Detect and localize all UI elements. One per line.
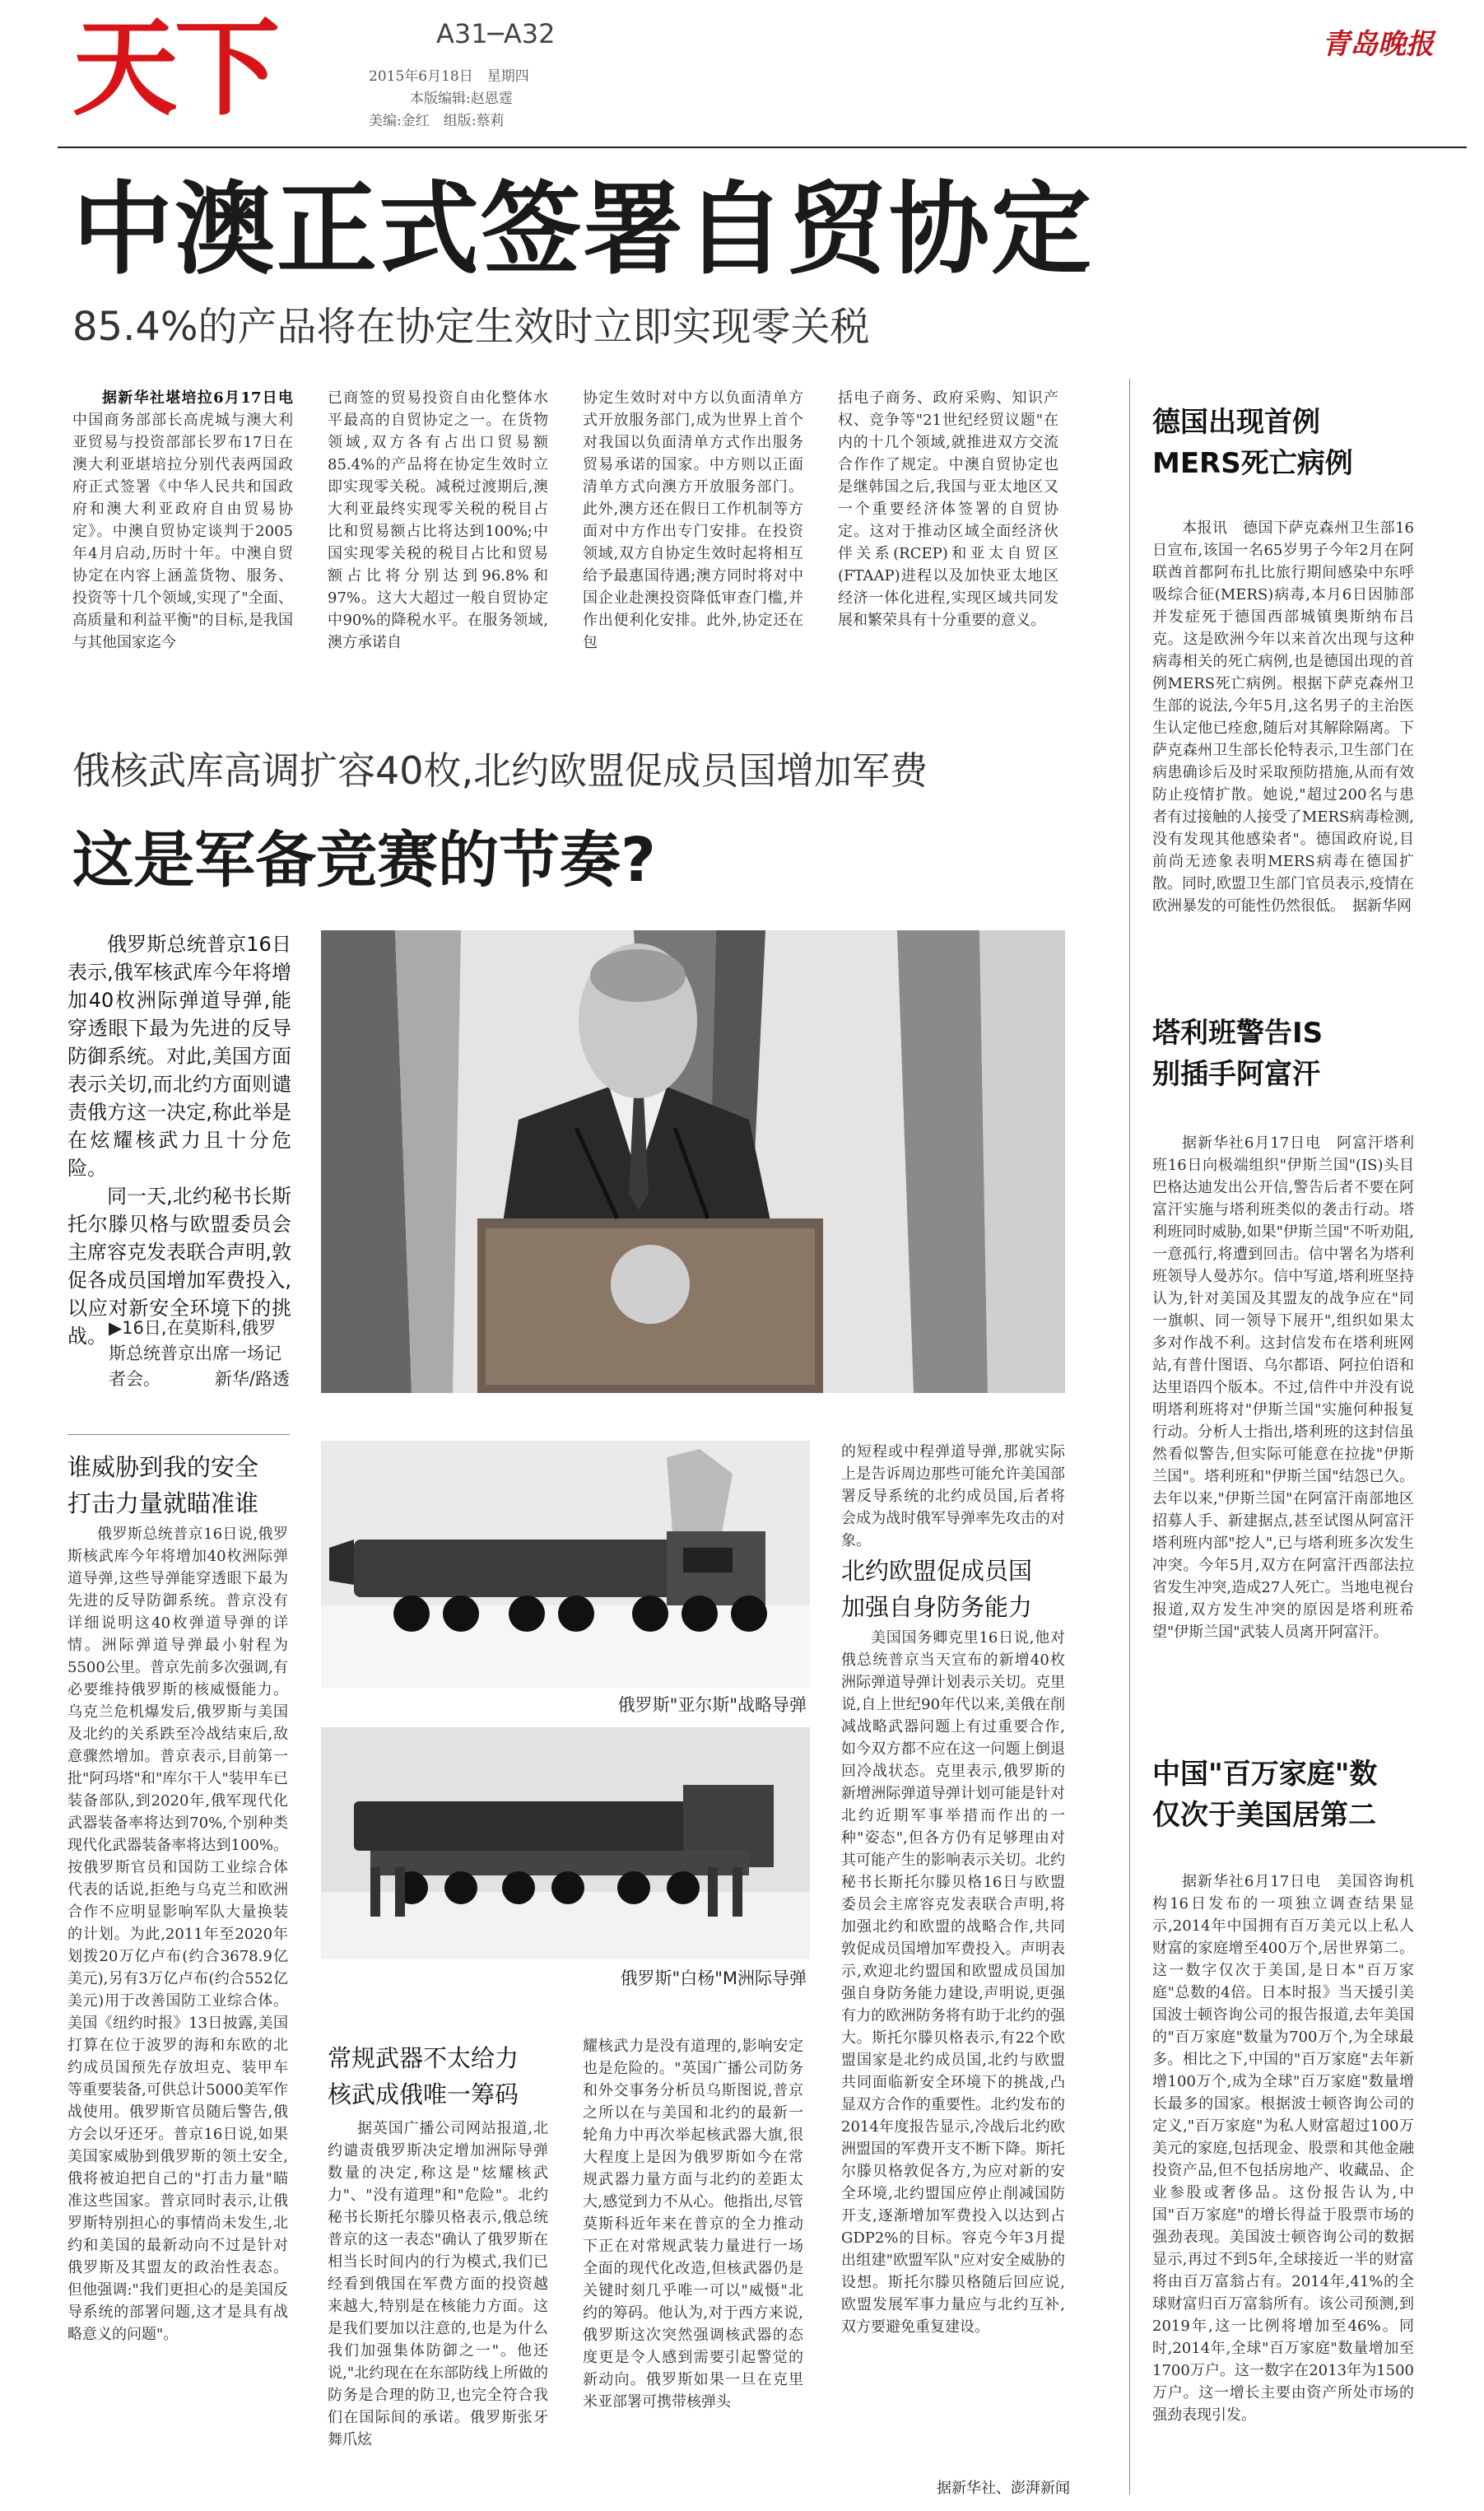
section-title: 天下: [72, 7, 277, 130]
sub2-heading: 北约欧盟促成员国 加强自身防务能力: [841, 1557, 1033, 1621]
putin-photo: [321, 930, 1065, 1393]
sidebar-mers-text: 本报讯 德国下萨克森州卫生部16日宣布,该国一名65岁男子今年2月在阿联酋首都阿布扎比旅行期间感染中东呼吸综合征(MERS)病毒,本月6日因肺部并发症死于德国西部城镇奥斯纳布吕克。这是欧洲今年以来首次出现与这种病毒相关的死亡病例,也是德国出现的首例MERS死亡病例。根据下萨克森州卫生部的说法,今年5月,这名男子的主治医生认定他已痊愈,随后对其解除隔离。下萨克森州卫生部长伦特表示,卫生部门在病患确诊后及时采取预防措施,从而有效防止疫情扩散。她说,"超过200名与患者有过接触的人接受了MERS病毒检测,没有发现其他感染者"。德国政府说,目前尚无迹象表明MERS病毒在德国扩散。同时,欧盟卫生部门官员表示,疫情在欧洲暴发的可能性仍然很低。 据新华网: [1152, 519, 1414, 915]
putin-illustration: [321, 930, 1065, 1393]
sub3-text: 据英国广播公司网站报道,北约谴责俄罗斯决定增加洲际导弹数量的决定,称这是"炫耀核武力"、"没有道理"和"危险"。北约秘书长斯托尔滕贝格表示,俄总统普京的这一表态"确认了俄罗斯在相当长时间内的行为模式,我们已经看到俄国在军费方面的投资越来越大,特别是在核能力方面。这是我们要加以注意的,也是为什么我们加强集体防御之一"。他还说,"北约现在在东部防线上所做的防务是合理的防卫,也完全符合我们在国际间的承诺。俄罗斯张牙舞爪炫: [328, 2120, 548, 2448]
topol-illustration: [321, 1727, 810, 1959]
masthead-rule: [58, 147, 1467, 148]
lead-dateline: 据新华社堪培拉6月17日电: [102, 389, 293, 407]
lead-headline: 中澳正式签署自贸协定: [72, 171, 1093, 288]
mid-text-top: 的短程或中程弹道导弹,那就实际上是告诉周边那些可能允许美国部署反导系统的北约成员国,后者将会成为战时俄军导弹率先攻击的对象。: [841, 1443, 1065, 1549]
yars-illustration: [321, 1441, 810, 1688]
lead-column-1: 据新华社堪培拉6月17日电 中国商务部部长高虎城与澳大利亚贸易与投资部部长罗布17日在澳大利亚堪培拉分别代表两国政府正式签署《中华人民共和国政府和澳大利亚政府自由贸易协定》。中澳自贸协定谈判于2005年4月启动,历时十年。中澳自贸协定在内容上涵盖货物、服务、投资等十几个领域,实现了"全面、高质量和利益平衡"的目标,是我国与其他国家迄今: [72, 389, 293, 651]
sub1-text: 俄罗斯总统普京16日说,俄罗斯核武库今年将增加40枚洲际弹道导弹,这些导弹能穿透眼下最为先进的反导防御系统。普京没有详细说明这40枚弹道导弹的详情。洲际弹道导弹最小射程为5500公里。普京先前多次强调,有必要维持俄罗斯的核威慑能力。乌克兰危机爆发后,俄罗斯与美国及北约的关系跌至冷战结束后,敌意骤然增加。普京表示,目前第一批"阿玛塔"和"库尔干人"装甲车已装备部队,到2020年,俄军现代化武器装备率将达到70%,个别种类现代化武器装备率将达到100%。按俄罗斯官员和国防工业综合体代表的话说,拒绝与乌克兰和欧洲合作不应明显影响军队大量换装的计划。为此,2011年至2020年划拨20万亿卢布(约合3678.9亿美元),另有3万亿卢布(约合552亿美元)用于改善国防工业综合体。美国《纽约时报》13日披露,美国打算在位于波罗的海和东欧的北约成员国预先存放坦克、装甲车等重要装备,可供总计5000美军作战使用。俄罗斯官员随后警告,俄方会以牙还牙。普京16日说,如果美国家威胁到俄罗斯的领土安全,俄将被迫把自己的"打击力量"瞄准这些国家。普京同时表示,让俄罗斯特别担心的事情尚未发生,北约和美国的最新动向不过是针对俄罗斯及其盟友的政治性表态。但他强调:"我们更担心的是美国反导系统的部署问题,这才是具有战略意义的问题"。: [67, 1526, 288, 2343]
issue-date: 2015年6月18日 星期四: [369, 68, 529, 85]
photo-credit: 新华/路透: [214, 1369, 290, 1389]
yars-missile-photo: [321, 1441, 810, 1688]
lead-column-3: 协定生效时对中方以负面清单方式开放服务部门,成为世界上首个对我国以负面清单方式作出服务贸易承诺的国家。中方则以正面清单方式向澳方开放服务部门。此外,澳方还在假日工作机制等方面对中方作出专门安排。在投资领域,双方自协定生效时起将相互给予最惠国待遇;澳方同时将对中国企业赴澳投资降低审查门槛,并作出便利化安排。此外,协定还在包: [583, 389, 803, 651]
sidebar-taliban-title: 塔利班警告IS 别插手阿富汗: [1152, 1017, 1324, 1091]
arms-headline: 这是军备竞赛的节奏?: [72, 825, 656, 896]
page-range: A31─A32: [436, 18, 556, 49]
sub1-heading: 谁威胁到我的安全 打击力量就瞄准谁: [67, 1453, 259, 1517]
photo-caption-putin: ▶16日,在莫斯科,俄罗斯总统普京出席一场记者会。 新华/路透: [109, 1316, 290, 1392]
sub3-continued: 耀核武力是没有道理的,影响安定也是危险的。"英国广播公司防务和外交事务分析员乌斯图说,普京之所以在与美国和北约的最新一轮角力中再次举起核武器大旗,很大程度上是因为俄罗斯如今在常规武器力量方面与北约的差距太大,感觉到力不从心。他指出,尽管莫斯科近年来在普京的全力推动下正在对常规武装力量进行一场全面的现代化改造,但核武器仍是关键时刻几乎唯一可以"威慑"北约的筹码。他认为,对于西方来说,俄罗斯这次突然强调核武器的态度更是令人感到需要引起警觉的新动向。俄罗斯如果一旦在克里米亚部署可携带核弹头: [583, 2038, 803, 2411]
sub1-top-rule: [67, 1434, 290, 1435]
sub3-heading: 常规武器不太给力 核武成俄唯一筹码: [328, 2044, 519, 2108]
arms-lead: 俄罗斯总统普京16日表示,俄军核武库今年将增加40枚洲际弹道导弹,能穿透眼下最为先进的反导防御系统。对此,美国方面表示关切,而北约方面则谴责俄方这一决定,称此举是在炫耀核武力且十分危险。 同一天,北约秘书长斯托尔滕贝格与欧盟委员会主席容克发表联合声明,敦促各成员国增加军费投入,以应对新安全环境下的挑战。: [67, 933, 291, 1348]
sidebar-wealth-title: 中国"百万家庭"数 仅次于美国居第二: [1152, 1758, 1378, 1832]
yars-caption: 俄罗斯"亚尔斯"战略导弹: [617, 1695, 807, 1715]
sub2-text: 美国国务卿克里16日说,他对俄总统普京当天宣布的新增40枚洲际弹道导弹计划表示关切。克里说,自上世纪90年代以来,美俄在削减战略武器问题上有过重要合作,如今双方都不应在这一问题上倒退回冷战状态。克里表示,俄罗斯的新增洲际弹道导弹计划可能是针对北约近期军事举措而作出的一种"姿态",但各方仍有足够理由对其可能产生的影响表示关切。北约秘书长斯托尔滕贝格16日与欧盟委员会主席容克发表联合声明,将加强北约和欧盟的战略合作,共同敦促成员国增加军费投入。声明表示,欢迎北约盟国和欧盟成员国加强自身防务能力建设,声明说,更强有力的欧洲防务将有助于北约的强大。斯托尔滕贝格表示,有22个欧盟国家是北约成员国,北约与欧盟共同面临新安全环境下的挑战,凸显双方合作的重要性。北约发布的2014年度报告显示,冷战后北约欧洲盟国的军费开支不断下降。斯托尔滕贝格敦促各方,为应对新的安全环境,北约盟国应停止削减国防开支,逐渐增加军费投入以达到占GDP2%的目标。容克今年3月提出组建"欧盟军队"应对安全威胁的设想。斯托尔滕贝格随后回应说,欧盟发展军事力量应与北约互补,双方要避免重复建设。: [841, 1629, 1065, 2336]
masthead-meta: [369, 66, 529, 133]
design-credit: 美编:金红 组版:蔡莉: [369, 113, 505, 129]
sidebar-taliban-text: 据新华社6月17日电 阿富汗塔利班16日向极端组织"伊斯兰国"(IS)头目巴格达迪发出公开信,警告后者不要在阿富汗实施与塔利班类似的袭击行动。塔利班同时威胁,如果"伊斯兰国"不听劝阻,一意孤行,将遭到回击。信中署名为塔利班领导人曼苏尔。信中写道,塔利班坚持认为,针对美国及其盟友的战争应在"同一旗帜、同一领导下展开",组织如果太多对作战不利。这封信发布在塔利班网站,有普什图语、乌尔都语、阿拉伯语和达里语四个版本。不过,信件中并没有说明塔利班将对"伊斯兰国"实施何种报复行动。分析人士指出,塔利班的这封信虽然看似警告,但实际可能意在拉拢"伊斯兰国"。塔利班和"伊斯兰国"结怨已久。去年以来,"伊斯兰国"在阿富汗南部地区招募人手、新建据点,甚至试图从阿富汗塔利班内部"挖人",已与塔利班多次发生冲突。今年5月,双方在阿富汗西部法拉省发生冲突,造成27人死亡。当地电视台报道,双方发生冲突的原因是塔利班希望"伊斯兰国"武装人员离开阿富汗。: [1152, 1134, 1414, 1641]
newspaper-logo: 青岛晚报: [1322, 28, 1434, 61]
lead-column-4: 括电子商务、政府采购、知识产权、竞争等"21世纪经贸议题"在内的十几个领域,就推进双方交流合作作了规定。中澳自贸协定也是继韩国之后,我国与亚太地区又一个重要经济体签署的自贸协定。这对于推动区域全面经济伙伴关系(RCEP)和亚太自贸区(FTAAP)进程以及加快亚太地区经济一体化进程,实现区域共同发展和繁荣具有十分重要的意义。: [838, 389, 1058, 629]
editor-credit: 本版编辑:赵恩霆: [410, 91, 513, 107]
lead-subhead: 85.4%的产品将在协定生效时立即实现零关税: [72, 304, 870, 350]
sidebar-mers-title: 德国出现首例 MERS死亡病例: [1152, 406, 1353, 480]
arms-sources: 据新华社、澎湃新闻: [937, 2480, 1070, 2497]
topol-missile-photo: [321, 1727, 810, 1959]
arms-kicker: 俄核武库高调扩容40枚,北约欧盟促成员国增加军费: [72, 748, 928, 793]
sidebar-wealth-text: 据新华社6月17日电 美国咨询机构16日发布的一项独立调查结果显示,2014年中国拥有百万美元以上私人财富的家庭增至400万个,居世界第二。这一数字仅次于美国,是日本"百万家庭"总数的4倍。日本时报》当天援引美国波士顿咨询公司的报告报道,去年美国的"百万家庭"数量为700万个,为全球最多。相比之下,中国的"百万家庭"去年新增100万个,成为全球"百万家庭"数量增长最多的国家。根据波士顿咨询公司的定义,"百万家庭"为私人财富超过100万美元的家庭,包括现金、股票和其他金融投资产品,但不包括房地产、收藏品、企业参股或奢侈品。这份报告认为,中国"百万家庭"的增长得益于股票市场的强劲表现。美国波士顿咨询公司的数据显示,再过不到5年,全球接近一半的财富将由百万富翁占有。2014年,41%的全球财富归百万富翁所有。该公司预测,到2019年,这一比例将增加至46%。同时,2014年,全球"百万家庭"数量增加至1700万户。这一数字在2013年为1500万户。这一增长主要由资产所处市场的强劲表现引发。: [1152, 1873, 1414, 2424]
lead-column-2: 已商签的贸易投资自由化整体水平最高的自贸协定之一。在货物领域,双方各有占出口贸易额85.4%的产品将在协定生效时立即实现零关税。减税过渡期后,澳大利亚最终实现零关税的税目占比和贸易额占比将达到100%;中国实现零关税的税目占比和贸易额占比将分别达到96.8%和97%。这大大超过一般自贸协定中90%的降税水平。在服务领域,澳方承诺自: [328, 389, 548, 651]
topol-caption: 俄罗斯"白杨"M洲际导弹: [620, 1968, 807, 1988]
sidebar-divider: [1129, 379, 1130, 2495]
